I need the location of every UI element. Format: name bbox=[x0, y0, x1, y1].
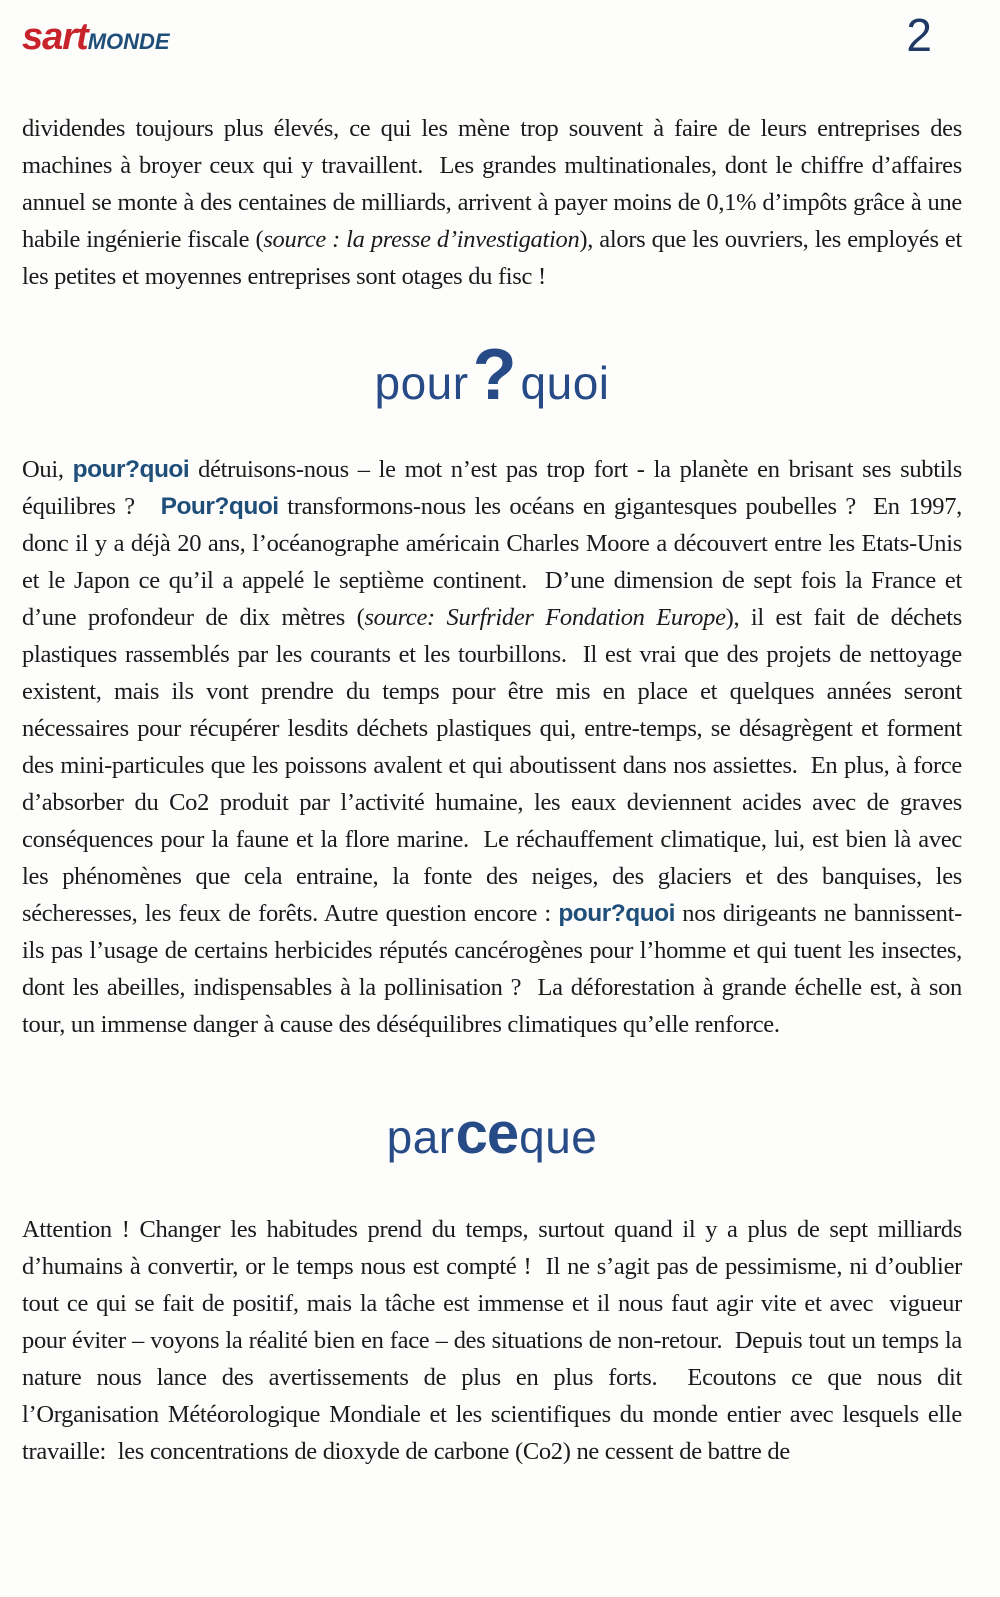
text-segment-brand: pour?quoi bbox=[72, 456, 190, 483]
text-segment-brand: Pour?quoi bbox=[160, 493, 279, 520]
text-segment-normal: détruisons-nous – le mot n’est pas trop fort - la planète en brisant ses subtils équilibres ? bbox=[22, 456, 962, 520]
page-header bbox=[22, 10, 962, 82]
text-segment-normal: Attention ! Changer les habitudes prend du temps, surtout quand il y a plus de sept milliards d’humains à convertir, or le temps nous est compté ! Il ne s’agit pas de pessimisme, ni d’oublier tout ce qui se fait de positif, mais la tâche est immense et il nous faut agir vite et avec vigueur pour éviter – voyons la réalité bien en face – des situations de non-retour. Depuis tout un temps la nature nous lance des avertissements de plus en plus forts. Ecoutons ce que nous dit l’Organisation Météorologique Mondiale et les scientifiques du monde entier avec lesquels elle travaille: les concentrations de dioxyde de carbone (Co2) ne cessent de battre de bbox=[22, 1216, 962, 1465]
text-segment-normal: ), il est fait de déchets plastiques rassemblés par les courants et les tourbillons. Il est vrai que des projets de nettoyage existent, mais ils vont prendre du temps pour être mis en place et quelques années seront nécessaires pour récupérer lesdits déchets plastiques qui, entre-temps, se désagrègent et forment des mini-particules que les poissons avalent et qui aboutissent dans nos assiettes. En plus, à force d’absorber du Co2 produit par l’activité humaine, les eaux deviennent acides avec de graves conséquences pour la faune et la flore marine. Le réchauffement climatique, lui, est bien là avec les phénomènes que cela entraine, la fonte des neiges, des glaciers et des banquises, les sécheresses, les feux de forêts. Autre question encore : bbox=[22, 604, 962, 927]
sartmonde-logo bbox=[22, 10, 170, 56]
paragraph-intro bbox=[22, 110, 962, 295]
paragraph-parceque bbox=[22, 1211, 962, 1470]
text-segment-italic: source: Surfrider Fondation Europe bbox=[364, 604, 726, 631]
heading-parceque-pre: par bbox=[386, 1111, 455, 1163]
text-segment-normal: ), alors que les ouvriers, les employés et les petites et moyennes entreprises sont otages du fisc ! bbox=[22, 226, 962, 290]
text-segment-normal: transformons-nous les océans en gigantesques poubelles ? En 1997, donc il y a déjà 20 ans, l’océanographe américain Charles Moore a découvert entre les Etats-Unis et le Japon ce qu’il a appelé le septième continent. D’une dimension de sept fois la France et d’une profondeur de dix mètres ( bbox=[22, 493, 962, 631]
text-segment-normal: Oui, bbox=[22, 456, 73, 483]
heading-pourquoi-pre: pour bbox=[374, 357, 469, 409]
text-segment-normal: dividendes toujours plus élevés, ce qui les mène trop souvent à faire de leurs entreprises des machines à broyer ceux qui y travaillent. Les grandes multinationales, dont le chiffre d’affaires annuel se monte à des centaines de milliards, arrivent à payer moins de 0,1% d’impôts grâce à une habile ingénierie fiscale ( bbox=[22, 115, 962, 253]
logo-text-monde: MONDE bbox=[87, 29, 170, 54]
heading-pourquoi-question-mark: ? bbox=[472, 335, 517, 415]
heading-pourquoi-post: quoi bbox=[520, 357, 610, 409]
heading-pourquoi bbox=[22, 335, 962, 415]
heading-parceque-post: que bbox=[519, 1111, 598, 1163]
paragraph-pourquoi bbox=[22, 451, 962, 1043]
text-segment-brand: pour?quoi bbox=[558, 900, 675, 927]
text-segment-italic: source : la presse d’investigation bbox=[263, 226, 580, 253]
text-segment-normal: nos dirigeants ne bannissent-ils pas l’usage de certains herbicides réputés cancérogènes pour l’homme et qui tuent les insectes, dont les abeilles, indispensables à la pollinisation ? La déforestation à grande échelle est, à son tour, un immense danger à cause des déséquilibres climatiques qu’elle renforce. bbox=[22, 900, 962, 1038]
page-number: 2 bbox=[906, 9, 932, 61]
heading-parceque-ce: ce bbox=[455, 1101, 519, 1166]
heading-parceque bbox=[22, 1101, 962, 1166]
logo-text-sart: sart bbox=[22, 16, 88, 58]
